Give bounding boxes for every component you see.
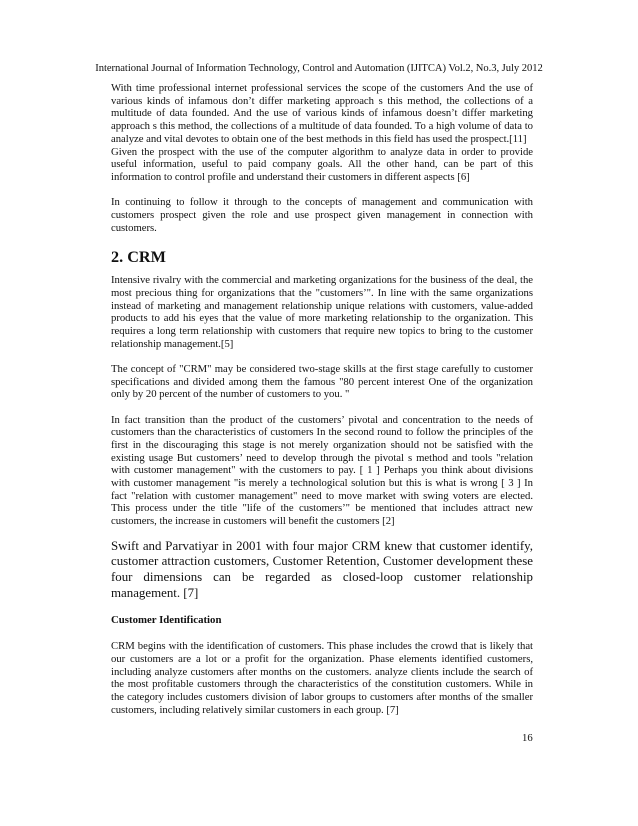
paragraph-crm-rivalry: Intensive rivalry with the commercial and marketing organizations for the business of the deal, the most precious thing for organizations that the "customers’". In line with the same organizations instead of marketing and management relationship unique relations with customers, value-added products to add his eyes that the value of more marketing relationship to the organization. This requires a long term relationship with customers that require new topics to bring to the customer relationship management.[5] bbox=[111, 274, 533, 350]
subheading-customer-identification: Customer Identification bbox=[111, 614, 222, 627]
journal-header: International Journal of Information Technology, Control and Automation (IJITCA) Vol.2, No.3, July 2012 bbox=[95, 63, 543, 74]
paragraph-prospect-algorithm: Given the prospect with the use of the computer algorithm to analyze data in order to provide useful information, useful to paid company goals. All the other hand, can be part of this information to control profile and understand their customers in different aspects [6] bbox=[111, 145, 533, 183]
paragraph-crm-transition: In fact transition than the product of the customers’ pivotal and concentration to the needs of customers than the characteristics of customers In the second round to follow the principles of the first in the discouraging this stage is not merely organization should not be satisfied with the existing usage But customers’ need to develop through the pivotal s method and tools "relation with customer management" with the customers to pay. [ 1 ] Perhaps you think about divisions with customer management "is merely a technological solution but this is what is wrong [ 3 ] In fact "relation with customer management" need to move market with swing voters are elected. This process under the title "life of the customers’" be mentioned that includes attract new customers, the increase in customers will benefit the customers [2] bbox=[111, 413, 533, 528]
page-content bbox=[111, 82, 533, 716]
paragraph-crm-concept: The concept of "CRM" may be considered two-stage skills at the first stage carefully to customer specifications and divided among them the famous "80 percent interest One of the organization only by 20 percent of the number of customers to you. " bbox=[111, 362, 533, 401]
paragraph-customer-identification: CRM begins with the identification of customers. This phase includes the crowd that is likely that our customers are a lot or a profit for the organization. Phase elements identified customers, including analyze customers after months on the customers. analyze clients include the search of the most profitable customers through the characteristics of the constitution customers. While in the category includes customers division of labor groups to customers after months of the smaller customers, including relatively similar customers in each group. [7] bbox=[111, 640, 533, 716]
paragraph-crm-dimensions: Swift and Parvatiyar in 2001 with four major CRM knew that customer identify, customer attraction customers, Customer Retention, Customer development these four dimensions can be regarded as closed-loop customer relationship management. [7] bbox=[111, 538, 533, 600]
paragraph-prospect-intro: With time professional internet professional services the scope of the customers And the use of various kinds of infamous don’t differ marketing approach s this method, the collections of a multitude of data founded. And the use of various kinds of infamous doesn’t differ marketing approach s this method, the collections of a multitude of data founded. To a high volume of data to analyze and vital devotes to obtain one of the best methods in this field has used the prospect.[11] bbox=[111, 82, 533, 145]
paragraph-prospect-management: In continuing to follow it through to the concepts of management and communication with customers prospect given the role and use prospect given management in connection with customers. bbox=[111, 196, 533, 234]
page-number: 16 bbox=[522, 732, 533, 744]
section-heading-crm: 2. CRM bbox=[111, 248, 166, 267]
